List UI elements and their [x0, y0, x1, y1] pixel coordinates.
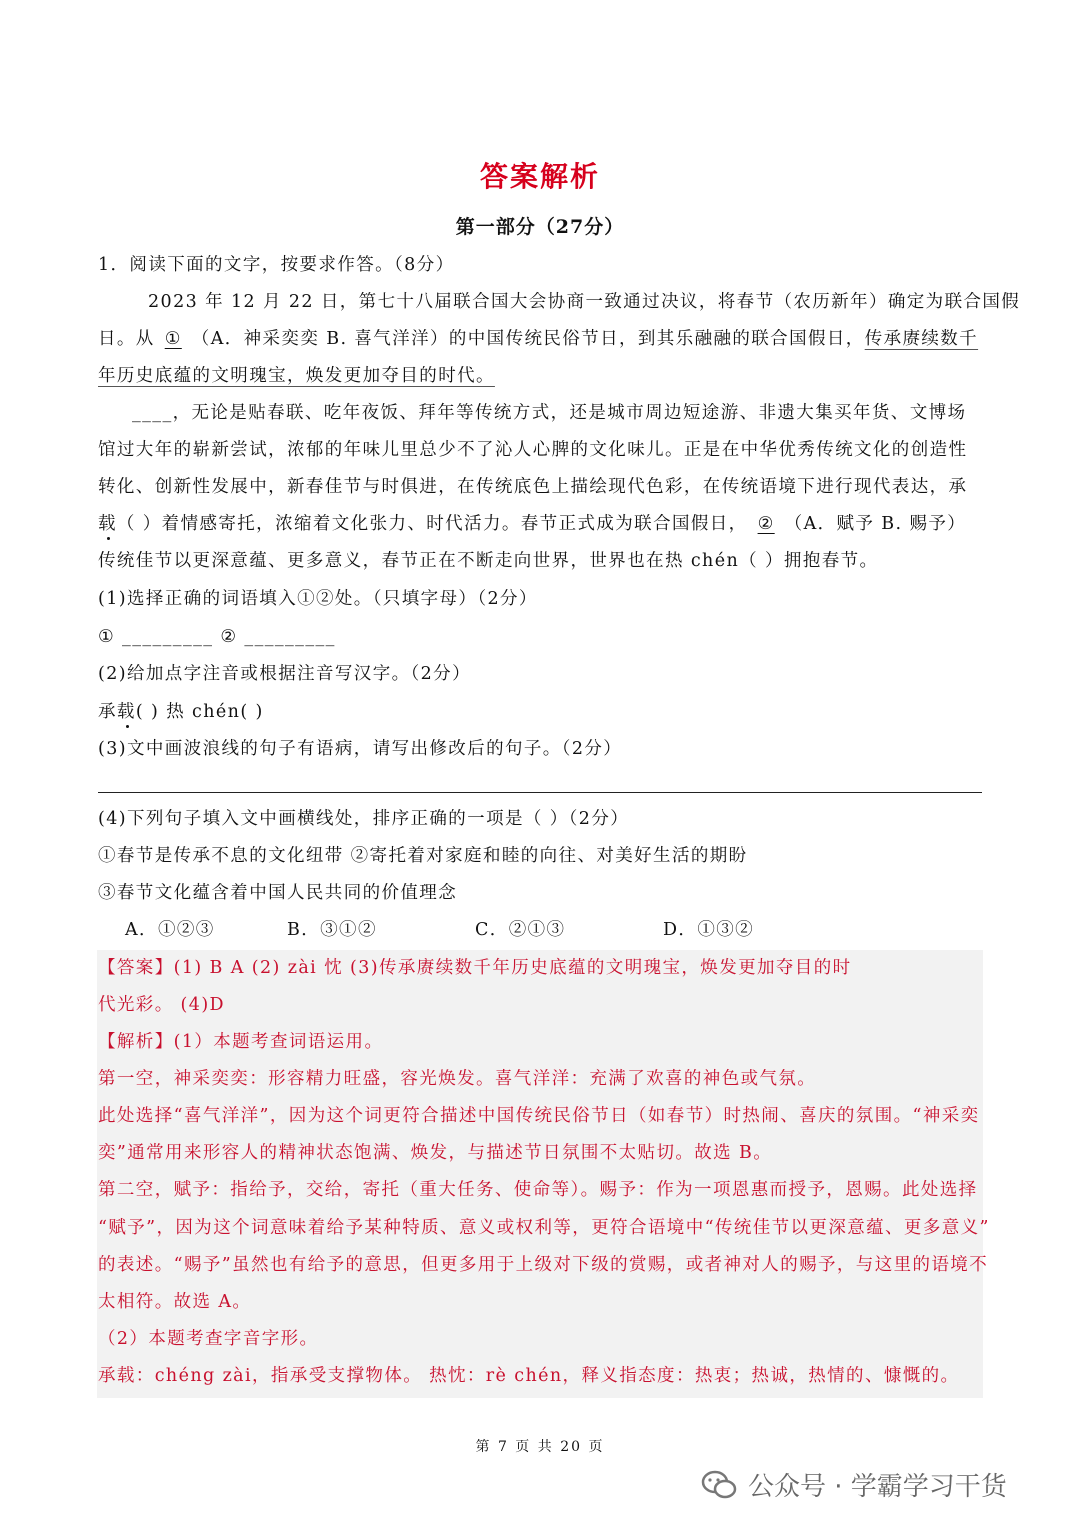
sentence-options: ③春节文化蕴含着中国人民共同的价值理念	[98, 883, 458, 903]
text: ( ) 热 chén( )	[135, 702, 264, 722]
blank-1: ①	[164, 329, 182, 349]
analysis-line: （2）本题考查字音字形。	[98, 1329, 319, 1349]
analysis-line: 第二空，赋予：指给予，交给，寄托（重大任务、使命等）。赐予：作为一项恩惠而授予，恩赐。此处选择	[98, 1180, 978, 1200]
wechat-icon	[700, 1469, 738, 1501]
watermark	[700, 1466, 1007, 1503]
passage-line: 传统佳节以更深意蕴、更多意义，春节正在不断走向世界，世界也在热 chén（ ）拥抱春节。	[98, 551, 879, 571]
analysis-line: “赋予”，因为这个词意味着给予某种特质、意义或权利等，更符合语境中“传统佳节以更深意蕴、更多意义”	[98, 1218, 990, 1238]
choice-b: B．③①②	[287, 920, 377, 940]
passage-line: 馆过大年的崭新尝试，浓郁的年味儿里总少不了沁人心脾的文化味儿。正是在中华优秀传统文化的创造性	[98, 440, 968, 460]
subquestion-1: (1)选择正确的词语填入①②处。（只填字母）（2分）	[98, 589, 538, 609]
wavy-sentence: 年历史底蕴的文明瑰宝，焕发更加夺目的时代。	[98, 366, 495, 386]
analysis-line: 此处选择“喜气洋洋”，因为这个词更符合描述中国传统民俗节日（如春节）时热闹、喜庆的氛围。“神采奕	[98, 1106, 980, 1126]
choice-a: A．①②③	[125, 920, 215, 940]
text: 承	[98, 702, 117, 722]
watermark-text: 公众号 · 学霸学习干货	[748, 1472, 1007, 1502]
analysis-line: 的表述。“赐予”虽然也有给予的意思，但更多用于上级对下级的赏赐，或者神对人的赐予，与这里的语境不	[98, 1255, 989, 1275]
answer-line: 【答案】(1) B A (2) zài 忱 (3)传承赓续数千年历史底蕴的文明瑰宝，焕发更加夺目的时	[98, 958, 852, 978]
choice-d: D．①③②	[663, 920, 755, 940]
text: （A．神采奕奕 B. 喜气洋洋）的中国传统民俗节日，到其乐融融的联合国假日，	[191, 329, 865, 349]
question-stem: 1．阅读下面的文字，按要求作答。（8分）	[98, 255, 455, 275]
page-number: 第 7 页 共 20 页	[475, 1439, 605, 1455]
subquestion-4: (4)下列句子填入文中画横线处，排序正确的一项是（ ）（2分）	[98, 809, 630, 829]
dotted-char: 载	[116, 702, 136, 722]
passage-line	[98, 512, 966, 536]
analysis-line: 【解析】(1）本题考查词语运用。	[98, 1032, 384, 1052]
analysis-line: 太相符。故选 A。	[98, 1292, 252, 1312]
section-heading: 第一部分（27分）	[455, 216, 625, 238]
passage-line: ____，无论是贴春联、吃年夜饭、拜年等传统方式，还是城市周边短途游、非遗大集买年货、文博场	[132, 403, 967, 423]
text: （A．赋予 B. 赐予）	[784, 514, 967, 534]
analysis-line: 奕”通常用来形容人的精神状态饱满、焕发，与描述节日氛围不太贴切。故选 B。	[98, 1143, 773, 1163]
dotted-char: 载	[98, 514, 117, 534]
blank-2: ②	[757, 514, 775, 534]
page-title: 答案解析	[479, 160, 600, 193]
analysis-line: 第一空，神采奕奕：形容精力旺盛，容光焕发。喜气洋洋：充满了欢喜的神色或气氛。	[98, 1069, 817, 1089]
passage-line	[98, 327, 978, 351]
text: 日。从	[98, 329, 155, 349]
pinyin-blanks	[98, 700, 264, 724]
wavy-sentence: 传承赓续数千	[864, 329, 979, 349]
answer-blanks: ① _________ ② _________	[98, 627, 336, 647]
answer-line	[98, 792, 982, 793]
text: （ ）着情感寄托，浓缩着文化张力、时代活力。春节正式成为联合国假日，	[116, 514, 748, 534]
sentence-options: ①春节是传承不息的文化纽带 ②寄托着对家庭和睦的向往、对美好生活的期盼	[98, 846, 748, 866]
analysis-line: 承载：chéng zài，指承受支撑物体。 热忱：rè chén，释义指态度：热衷；热诚，热情的、慷慨的。	[98, 1366, 960, 1386]
subquestion-3: (3)文中画波浪线的句子有语病，请写出修改后的句子。（2分）	[98, 739, 623, 759]
passage-line: 转化、创新性发展中，新春佳节与时俱进，在传统底色上描绘现代色彩，在传统语境下进行现代表达，承	[98, 477, 968, 497]
subquestion-2: (2)给加点字注音或根据注音写汉字。（2分）	[98, 664, 471, 684]
passage-line	[98, 364, 495, 388]
answer-line: 代光彩。 (4)D	[98, 995, 225, 1015]
passage-line: 2023 年 12 月 22 日，第七十八届联合国大会协商一致通过决议，将春节（农历新年）确定为联合国假	[148, 292, 1021, 312]
choice-c: C．②①③	[475, 920, 566, 940]
